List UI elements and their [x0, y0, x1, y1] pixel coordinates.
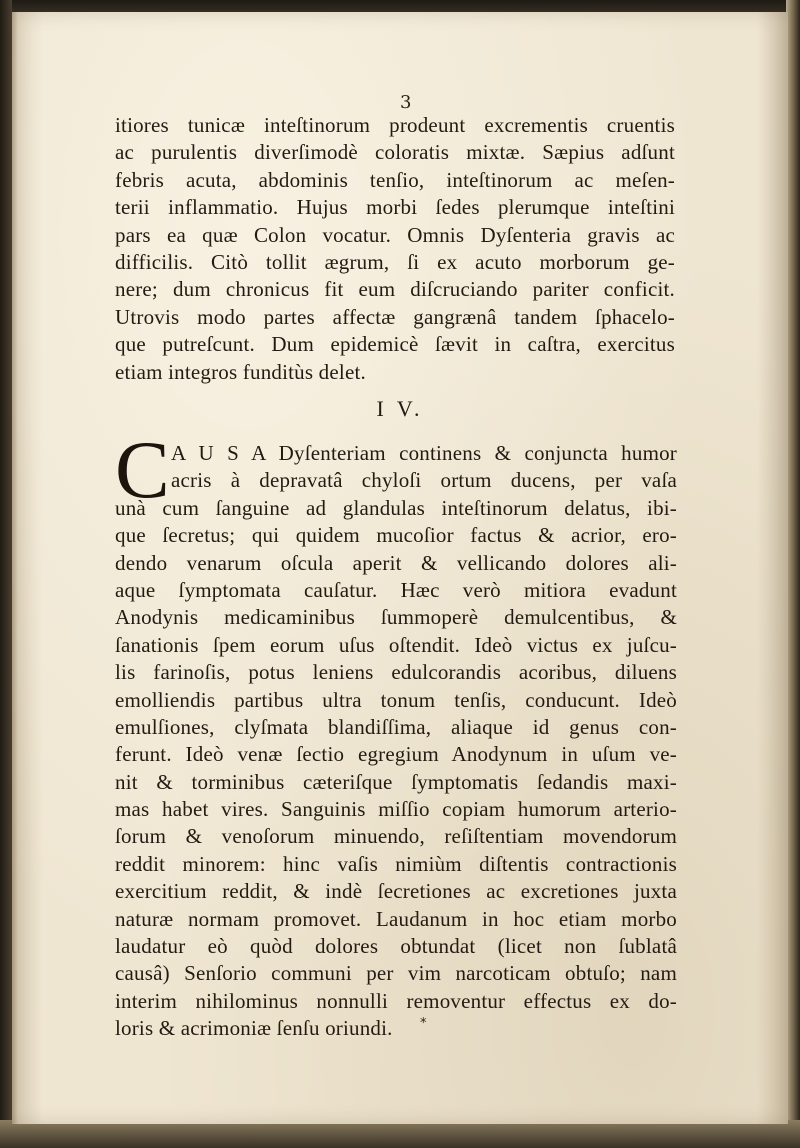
text-line: reddit minorem: hinc vaſis nimiùm diſtentis contractionis	[115, 851, 677, 876]
text-line: pars ea quæ Colon vocatur. Omnis Dyſenteria gravis ac	[115, 222, 675, 247]
text-line: ac purulentis diverſimodè coloratis mixtæ. Sæpius adſunt	[115, 140, 675, 165]
text-line: emulſiones, clyſmata blandiſſima, aliaque id genus con-	[115, 714, 677, 739]
text-line: febris acuta, abdominis tenſio, inteſtinorum ac meſen-	[115, 167, 675, 192]
text-line: interim nihilominus nonnulli removentur effectus ex do-	[115, 988, 677, 1013]
text-line: ſanationis ſpem eorum uſus oſtendit. Ideò victus ex juſcu-	[115, 632, 677, 657]
text-line: itiores tunicæ inteſtinorum prodeunt excrementis cruentis	[115, 113, 675, 137]
text-line: naturæ normam promovet. Laudanum in hoc etiam morbo	[115, 906, 677, 931]
book-fore-edge	[786, 0, 800, 1148]
text-line: ferunt. Ideò venæ ſectio egregium Anodynum in uſum ve-	[115, 742, 677, 767]
gutter-shadow	[12, 12, 18, 1124]
book-bottom-edge	[0, 1120, 800, 1148]
text-line: laudatur eò quòd dolores obtundat (licet non ſublatâ	[115, 934, 677, 959]
text-line: ſorum & venoſorum minuendo, reſiſtentiam movendorum	[115, 824, 677, 849]
text-line: A U S A Dyſenteriam continens & conjuncta humor	[171, 441, 677, 465]
book-page	[12, 12, 788, 1124]
book-spine-edge	[0, 0, 12, 1148]
text-line: exercitium reddit, & indè ſecretiones ac excretiones juxta	[115, 879, 677, 904]
section-heading: I V.	[376, 396, 424, 421]
text-line: que ſecretus; qui quidem mucoſior factus & acrior, ero-	[115, 523, 677, 548]
text-line: dendo venarum oſcula aperit & vellicando dolores ali-	[115, 550, 677, 575]
paragraph-1	[115, 112, 675, 386]
text-line: unà cum ſanguine ad glandulas inteſtinorum delatus, ibi-	[115, 495, 677, 520]
paragraph-2	[115, 424, 677, 1043]
text-line: nit & torminibus cæteriſque ſymptomatis ſedandis maxi-	[115, 769, 677, 794]
page-number: 3	[400, 92, 412, 113]
text-line: acris à depravatâ chyloſi ortum ducens, per vaſa	[171, 468, 677, 493]
text-line: difficilis. Citò tollit ægrum, ſi ex acuto morborum ge-	[115, 249, 675, 274]
text-line: Anodynis medicaminibus ſummoperè demulcentibus, &	[115, 605, 677, 630]
text-line: loris & acrimoniæ ſenſu oriundi.	[115, 1016, 393, 1041]
text-line: mas habet vires. Sanguinis miſſio copiam humorum arterio-	[115, 797, 677, 822]
text-line: que putreſcunt. Dum epidemicè ſævit in caſtra, exercitus	[115, 332, 675, 357]
drop-cap: C	[115, 424, 170, 515]
text-line: terii inflammatio. Hujus morbi ſedes plerumque inteſtini	[115, 195, 675, 220]
text-line: lis farinoſis, potus leniens edulcorandis acoribus, diluens	[115, 660, 677, 685]
text-line: Utrovis modo partes affectæ gangrænâ tandem ſphacelo-	[115, 304, 675, 329]
text-line: emolliendis partibus ultra tonum tenſis, conducunt. Ideò	[115, 687, 677, 712]
text-line: aque ſymptomata cauſatur. Hæc verò mitiora evadunt	[115, 577, 677, 602]
catchword-mark: *	[420, 1016, 427, 1031]
text-line: causâ) Senſorio communi per vim narcoticam obtuſo; nam	[115, 961, 677, 986]
text-line: etiam integros funditùs delet.	[115, 359, 366, 384]
text-line: nere; dum chronicus fit eum diſcruciando pariter conficit.	[115, 277, 675, 302]
